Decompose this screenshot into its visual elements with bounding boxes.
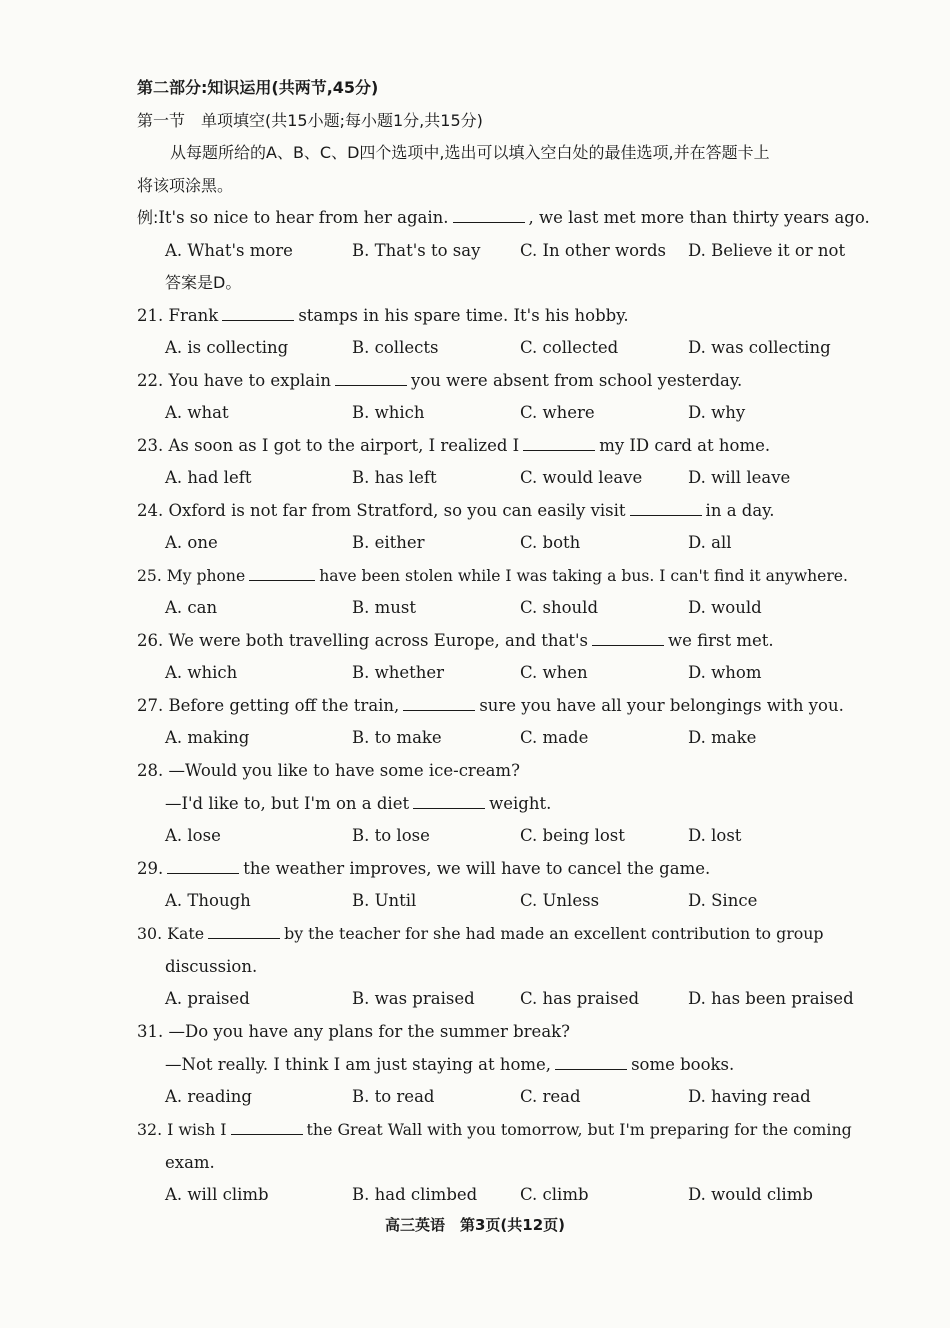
question-31-option-d: D. having read <box>688 1087 811 1106</box>
answer-blank <box>630 500 702 516</box>
question-30-option-d: D. has been praised <box>688 989 854 1008</box>
question-24-option-b: B. either <box>352 533 425 552</box>
stem-before: As soon as I got to the airport, I realized I <box>168 436 520 455</box>
question-27-option-c: C. made <box>520 728 589 747</box>
question-number: 30. <box>137 924 163 943</box>
question-25-option-d: D. would <box>688 598 762 617</box>
question-24-option-a: A. one <box>165 533 218 552</box>
question-28-option-d: D. lost <box>688 826 742 845</box>
question-22-option-c: C. where <box>520 403 595 422</box>
stem-after: you were absent from school yesterday. <box>411 371 743 390</box>
question-22-stem <box>137 370 742 392</box>
question-29-option-d: D. Since <box>688 891 758 910</box>
question-31-option-c: C. read <box>520 1087 581 1106</box>
example-option-a: A. What's more <box>165 241 293 260</box>
question-24-option-c: C. both <box>520 533 581 552</box>
question-21-option-b: B. collects <box>352 338 439 357</box>
stem-before: Kate <box>167 924 205 943</box>
question-29-option-a: A. Though <box>165 891 251 910</box>
stem-before: I wish I <box>167 1120 227 1139</box>
question-23-option-d: D. will leave <box>688 468 791 487</box>
question-31-option-b: B. to read <box>352 1087 435 1106</box>
question-21-option-c: C. collected <box>520 338 619 357</box>
section-title: 第一节 单项填空(共15小题;每小题1分,共15分) <box>137 111 483 130</box>
question-28-stem-line-2 <box>165 793 551 815</box>
question-24-stem <box>137 500 775 522</box>
question-number: 32. <box>137 1120 163 1139</box>
question-32-option-d: D. would climb <box>688 1185 813 1204</box>
stem-after: in a day. <box>705 501 775 520</box>
question-23-option-a: A. had left <box>165 468 252 487</box>
question-30-stem-continued: discussion. <box>165 957 258 976</box>
stem-after: some books. <box>631 1055 735 1074</box>
question-number: 23. <box>137 436 164 455</box>
question-29-option-b: B. Until <box>352 891 417 910</box>
question-24-option-d: D. all <box>688 533 732 552</box>
question-21-stem <box>137 305 629 327</box>
answer-blank <box>555 1054 627 1070</box>
stem-before: My phone <box>166 567 246 585</box>
example-answer: 答案是D。 <box>165 273 242 292</box>
question-27-option-d: D. make <box>688 728 757 747</box>
question-23-stem <box>137 435 770 457</box>
example-option-d: D. Believe it or not <box>688 241 846 260</box>
example-prefix: 例: <box>137 208 159 227</box>
question-28-option-c: C. being lost <box>520 826 625 845</box>
question-29-stem <box>137 858 710 880</box>
dialogue-line: —Would you like to have some ice-cream? <box>168 761 520 780</box>
question-28-option-b: B. to lose <box>352 826 430 845</box>
answer-blank <box>413 793 485 809</box>
question-21-option-d: D. was collecting <box>688 338 831 357</box>
question-32-stem <box>137 1119 852 1141</box>
question-number: 24. <box>137 501 164 520</box>
question-32-stem-continued: exam. <box>165 1153 215 1172</box>
question-23-option-b: B. has left <box>352 468 437 487</box>
question-29-option-c: C. Unless <box>520 891 600 910</box>
question-28-option-a: A. lose <box>165 826 221 845</box>
answer-blank <box>403 695 475 711</box>
question-28-stem-line-1 <box>137 760 520 782</box>
question-number: 26. <box>137 631 164 650</box>
question-32-option-c: C. climb <box>520 1185 589 1204</box>
stem-after: by the teacher for she had made an excellent contribution to group <box>284 924 824 943</box>
question-26-option-d: D. whom <box>688 663 762 682</box>
stem-before: —Not really. I think I am just staying at home, <box>165 1055 552 1074</box>
question-25-option-c: C. should <box>520 598 599 617</box>
question-25-option-b: B. must <box>352 598 416 617</box>
question-number: 22. <box>137 371 164 390</box>
question-number: 21. <box>137 306 164 325</box>
stem-after: sure you have all your belongings with you. <box>479 696 844 715</box>
question-31-option-a: A. reading <box>165 1087 252 1106</box>
answer-blank <box>231 1119 303 1135</box>
question-27-stem <box>137 695 844 717</box>
answer-blank <box>453 207 525 223</box>
stem-after: the Great Wall with you tomorrow, but I'm preparing for the coming <box>306 1120 852 1139</box>
stem-before: Oxford is not far from Stratford, so you can easily visit <box>168 501 626 520</box>
question-21-option-a: A. is collecting <box>165 338 289 357</box>
instruction-line-2: 将该项涂黑。 <box>137 176 234 195</box>
question-26-option-a: A. which <box>165 663 238 682</box>
question-22-option-b: B. which <box>352 403 425 422</box>
stem-before: Frank <box>168 306 219 325</box>
example-after: , we last met more than thirty years ago. <box>528 208 870 227</box>
example-before: It's so nice to hear from her again. <box>158 208 449 227</box>
instruction-line-1: 从每题所给的A、B、C、D四个选项中,选出可以填入空白处的最佳选项,并在答题卡上 <box>170 143 770 162</box>
answer-blank <box>208 923 280 939</box>
question-32-option-b: B. had climbed <box>352 1185 478 1204</box>
question-26-stem <box>137 630 774 652</box>
question-27-option-b: B. to make <box>352 728 442 747</box>
answer-blank <box>335 370 407 386</box>
answer-blank <box>222 305 294 321</box>
question-31-stem-line-2 <box>165 1054 734 1076</box>
question-30-stem <box>137 923 824 945</box>
question-23-option-c: C. would leave <box>520 468 643 487</box>
dialogue-line: —Do you have any plans for the summer break? <box>168 1022 570 1041</box>
question-25-stem <box>137 565 848 587</box>
answer-blank <box>167 858 239 874</box>
question-number: 29. <box>137 859 164 878</box>
question-26-option-b: B. whether <box>352 663 445 682</box>
question-27-option-a: A. making <box>165 728 250 747</box>
question-32-option-a: A. will climb <box>165 1185 269 1204</box>
question-30-option-a: A. praised <box>165 989 250 1008</box>
question-number: 28. <box>137 761 164 780</box>
stem-before: Before getting off the train, <box>168 696 400 715</box>
question-22-option-a: A. what <box>165 403 229 422</box>
example-option-b: B. That's to say <box>352 241 481 260</box>
stem-after: the weather improves, we will have to cancel the game. <box>243 859 711 878</box>
question-22-option-d: D. why <box>688 403 746 422</box>
question-number: 31. <box>137 1022 164 1041</box>
answer-blank <box>249 565 315 581</box>
stem-before: You have to explain <box>168 371 332 390</box>
stem-before: We were both travelling across Europe, and that's <box>168 631 589 650</box>
example-stem <box>137 207 870 229</box>
stem-after: stamps in his spare time. It's his hobby. <box>298 306 629 325</box>
example-option-c: C. In other words <box>520 241 666 260</box>
question-30-option-b: B. was praised <box>352 989 475 1008</box>
question-30-option-c: C. has praised <box>520 989 640 1008</box>
stem-after: have been stolen while I was taking a bus. I can't find it anywhere. <box>319 567 848 585</box>
question-25-option-a: A. can <box>165 598 218 617</box>
part-title: 第二部分:知识运用(共两节,45分) <box>137 78 379 97</box>
answer-blank <box>523 435 595 451</box>
question-number: 27. <box>137 696 164 715</box>
page-footer: 高三英语 第3页(共12页) <box>384 1216 566 1234</box>
answer-blank <box>592 630 664 646</box>
question-31-stem-line-1 <box>137 1021 570 1043</box>
question-number: 25. <box>137 567 162 585</box>
stem-after: we first met. <box>668 631 774 650</box>
stem-before: —I'd like to, but I'm on a diet <box>165 794 410 813</box>
stem-after: my ID card at home. <box>599 436 771 455</box>
stem-after: weight. <box>489 794 552 813</box>
question-26-option-c: C. when <box>520 663 588 682</box>
